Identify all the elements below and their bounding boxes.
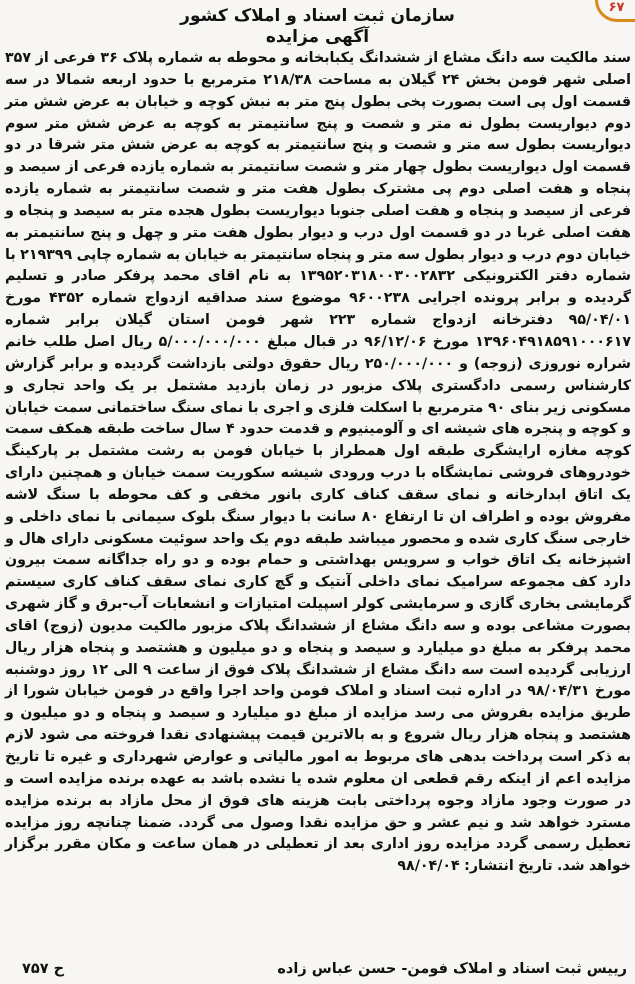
- notice-number: ح ۷۵۷: [22, 961, 65, 977]
- notice-footer: [6, 958, 627, 980]
- signature-line: رییس ثبت اسناد و املاک فومن- حسن عباس زاده: [277, 961, 627, 977]
- notice-title: آگهی مزایده: [265, 27, 370, 47]
- notice-body: سند مالکیت سه دانگ مشاع از ششدانگ یکبابخانه و محوطه به شماره پلاک ۳۶ فرعی از ۳۵۷ اصلی شهر فومن بخش ۲۴ گیلان به مساحت ۲۱۸/۳۸ مترمربع با حدود اربعه شمالا در سه قسمت اول پی است بصورت پخی بطول پنج متر به نبش کوچه و خیابان به عرض شش متر دوم دیواریست بطول نه متر و شصت و پنج سانتیمتر به کوچه به عرض شش متر سوم دیواریست بطول سه متر و شصت و پنج سانتیمتر به کوچه به عرض شش متر شرقا در دو قسمت اول دیواریست بطول چهار متر و شصت سانتیمتر به شماره یازده فرعی از سیصد و پنجاه و هفت اصلی دوم پی مشترک بطول هفت متر و شصت سانتیمتر به شماره یازده فرعی از سیصد و پنجاه و هفت اصلی جنوبا دیواریست بطول هجده متر به سیصد و پنجاه و هفت اصلی غربا در دو قسمت اول درب و دیوار بطول هفت متر و چهل و پنج سانتیمتر به خیابان دوم درب و دیوار بطول سه متر و پنجاه سانتیمتر به خیابان به شماره چاپی ۲۱۹۳۹۹ با شماره دفتر الکترونیکی ۱۳۹۵۲۰۳۱۸۰۰۳۰۰۲۸۳۲ به نام اقای محمد پرفکر صادر و تسلیم گردیده و برابر پرونده اجرایی ۹۶۰۰۲۳۸ موضوع سند صداقیه ازدواج شماره ۴۳۵۲ مورخ ۹۵/۰۴/۰۱ دفترخانه ازدواج شماره ۲۲۳ شهر فومن استان گیلان برابر شماره ۱۳۹۶۰۴۹۱۸۵۹۱۰۰۰۶۱۷ مورخ ۹۶/۱۲/۰۶ در قبال مبلغ ۵/۰۰۰/۰۰۰/۰۰۰ ریال اصل طلب خانم شراره نوروزی (زوجه) و ۲۵۰/۰۰۰/۰۰۰ ریال حقوق دولتی بازداشت گردیده و برابر گزارش کارشناس رسمی دادگستری پلاک مزبور در زمان بازدید مشتمل بر یک واحد تجاری و مسکونی زیر بنای ۹۰ مترمربع با اسکلت فلزی و اجری با نمای سنگ ساختمانی سمت خیابان و کوچه و پنجره های شیشه ای و آلومینیوم و قدمت حدود ۴ سال ساخت طبقه همکف سمت کوچه مغازه ارایشگری طبقه اول همطراز با خیابان فومن به رشت مشتمل بر پارکینگ خودروهای فروشی نمایشگاه با درب ورودی شیشه سکوریت سمت خیابان و همچنین دارای یک اتاق ابدارخانه و نمای سقف کناف کاری بانور مخفی و کف محوطه با سنگ لاشه مفروش بوده و اطراف ان تا ارتفاع ۸۰ سانت با دیوار سنگ بلوک سیمانی با نمای داخلی و خارجی سنگ کاری شده و محصور میباشد طبقه دوم یک واحد سوئیت مسکونی دارای هال و اشپزخانه یک اتاق خواب و سرویس بهداشتی و حمام بوده و دو راه جداگانه سمت بیرون دارد کف مجموعه سرامیک نمای داخلی آنتیک و گچ کاری نمای سقف کناف کاری سیستم گرمایشی بخاری گازی و سرمایشی کولر اسپیلت امتیازات و انشعابات آب-برق و گاز شهری بصورت مشاعی بوده و سه دانگ مشاع از ششدانگ پلاک مزبور مالکیت مدیون (زوج) اقای محمد پرفکر به مبلغ دو میلیارد و سیصد و پنجاه و دو میلیون و هشتصد و پنجاه هزار ریال ارزیابی گردیده است سه دانگ مشاع از ششدانگ پلاک فوق از ساعت ۹ الی ۱۲ روز دوشنبه مورخ ۹۸/۰۴/۳۱ در اداره ثبت اسناد و املاک فومن واحد اجرا واقع در فومن خیابان شورا از طریق مزایده بفروش می رسد مزایده از مبلغ دو میلیارد و سیصد و پنجاه و دو میلیون و هشتصد و پنجاه هزار ریال شروع و به بالاترین قیمت پیشنهادی نقدا فروخته می شود لازم به ذکر است پرداخت بدهی های مربوط به امور مالیاتی و عوارض شهرداری و غیره تا تاریخ مزایده اعم از اینکه رقم قطعی ان معلوم شده یا نشده باشد به عهده برنده مزایده است و در صورت وجود مازاد وجوه پرداختی بابت هزینه های فوق از محل مازاد به برنده مزایده مسترد خواهد شد و نیم عشر و حق مزایده نقدا وصول می گردد. ضمنا چنانچه روز مزایده تعطیل رسمی گردد مزایده روز اداری بعد از تعطیلی در همان ساعت و مکان مقرر برگزار خواهد شد. تاریخ انتشار: ۹۸/۰۴/۰۴: [5, 50, 632, 875]
- organization-title: سازمان ثبت اسناد و املاک کشور: [180, 6, 455, 26]
- notice-header: [0, 6, 635, 47]
- page-number-mark: ۶۷: [595, 0, 635, 22]
